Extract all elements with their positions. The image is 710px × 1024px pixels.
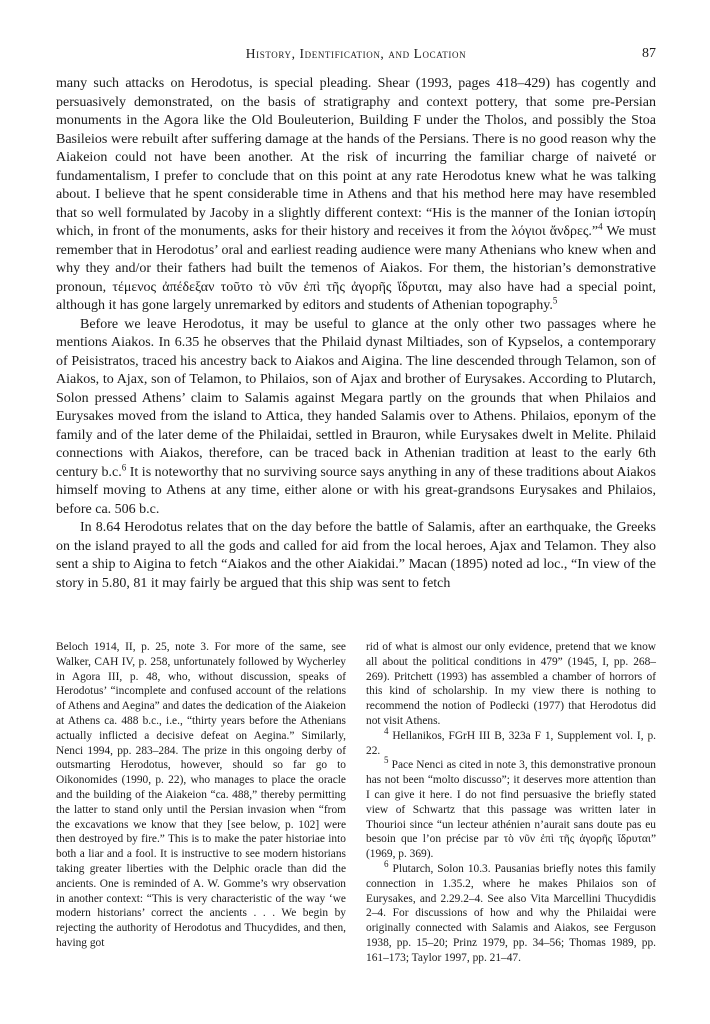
paragraph-text: many such attacks on Herodotus, is special pleading. Shear (1993, pages 418–429) has cogently and persuasively demonstrated, on the basis of stratigraphy and context pottery, that some pre-Persian monuments in the Agora like the Old Bouleuterion, Building F under the Tholos, and possibly the Stoa Basileios were rebuilt after suffering damage at the hands of the Persians. There is no good reason why the Aiakeion could not have been another. At the risk of incurring the familiar charge of naiveté or fundamentalism, I prefer to conclude that on this point at any rate Herodotus knew what he was talking about. I believe that he spent considerable time in Athens and that his method here may have resembled that so well formulated by Jacoby in a slightly different context: “His is the manner of the Ionian ἱστορίη which, in front of the monuments, asks for their history and receives it from the λόγιοι ἄνδρες.” <box>56 76 656 239</box>
footnote-ref: 6 <box>121 461 127 472</box>
footnote-text: Hellanikos, FGrH III B, 323a F 1, Supplement vol. I, p. 22. <box>366 729 656 757</box>
paragraph <box>56 75 656 316</box>
page-header <box>56 46 656 66</box>
paragraph-text: We must remember that in Herodotus’ oral and earliest reading audience were many Athenians who knew when and why they and/or their fathers had built the temenos of Aiakos. For them, the historian’s demonstrative pronoun, τέμενος ἀπέδεξαν τοῦτο τὸ νῦν ἐπὶ τῆς ἀγορῆς ἵδρυται, may also have had a special point, although it has gone largely unremarked by editors and students of Athenian topography. <box>56 224 656 313</box>
footnote-continuation <box>366 640 656 729</box>
paragraph-text: In 8.64 Herodotus relates that on the day before the battle of Salamis, after an earthquake, the Greeks on the island prayed to all the gods and called for aid from the local heroes, Ajax and Telamon. They also sent a ship to Aigina to fetch “Aiakos and the other Aiakidai.” Macan (1895) noted ad loc., “In view of the story in 5.80, 81 it may fairly be argued that this ship was sent to fetch <box>56 520 656 591</box>
footnote-text: Beloch 1914, II, p. 25, note 3. For more of the same, see Walker, CAH IV, p. 258, unfortunately followed by Wycherley in Agora III, p. 48, who, without discussion, speaks of Herodotus’ “incomplete and confused account of the relations of Athens and Aegina” and dates the dedication of the Aiakeion at Athens ca. 488 b.c., i.e., “thirty years before the Athenians actually inflicted a decisive defeat on Aegina.” Similarly, Nenci 1994, pp. 283–284. The prize in this ongoing derby of outsmarting Herodotus, however, should so far go to Oikonomides (1990, p. 22), who manages to place the oracle and the building of the Aiakeion “ca. 488,” thereby permitting the latter to stand only until the Persian invasion when “from the excavations we know that they [see below, p. 102] were then destroyed by fire.” This is to make the pater historiae into both a liar and a fool. It is instructive to see modern historians taking greater liberties with the Delphic oracle than did the ancients. One is reminded of A. W. Gomme’s wry observation in another context: “This is very characteristic of the way ‘we modern historians’ correct the ancients . . . We begin by rejecting the authority of Herodotus and Thucydides, and then, having got <box>56 641 346 949</box>
footnote <box>366 755 656 862</box>
running-title: History, Identification, and Location <box>245 46 467 61</box>
footnote-text: Pace Nenci as cited in note 3, this demonstrative pronoun has not been “molto discusso”; it deserves more attention than I can give it here. I do not find persuasive the briefly stated view of Schwartz that this passage was written later in Thourioi since “un lecteur athénien n’aurait sans doute pas eu besoin que l’on précise par τὸ νῦν ἐπὶ τῆς ἀγορῆς ἵδρυται” (1969, p. 369). <box>366 759 656 861</box>
footnotes <box>56 640 656 995</box>
footnote-number: 4 <box>384 725 389 736</box>
page-number: 87 <box>642 46 656 61</box>
footnote-ref: 5 <box>552 295 558 306</box>
footnote-text: Plutarch, Solon 10.3. Pausanias briefly notes this family connection in 1.35.2, where he makes Philaios son of Eurysakes, and 2.29.2–4. See also Vita Marcellini Thucydidis 2–4. For discussions of how and why the Philaidai were originally connected with Salamis and Aiakos, see Ferguson 1938, pp. 15–20; Prinz 1979, pp. 34–56; Thomas 1989, pp. 161–173; Taylor 1997, pp. 21–47. <box>366 862 656 964</box>
footnote-column-left <box>56 640 346 995</box>
paragraph-text: It is noteworthy that no surviving source says anything in any of these traditions about Aiakos himself moving to Athens at any time, either alone or with his great-grandsons Eurysakes and Philaios, before ca. 506 b.c. <box>56 464 657 517</box>
footnote <box>366 859 656 966</box>
footnote <box>366 725 656 759</box>
footnote-text: rid of what is almost our only evidence, pretend that we know all about the political conditions in 479” (1945, I, pp. 268–269). Pritchett (1993) has assembled a chamber of horrors of this kind of scholarship. In my view there is nothing to recommend the notion of Podlecki (1977) that Herodotus did not visit Athens. <box>366 641 656 727</box>
paragraph <box>56 316 656 520</box>
paragraph <box>56 519 656 593</box>
footnote-continuation <box>56 640 346 951</box>
footnote-ref: 4 <box>598 221 603 232</box>
paragraph-text: Before we leave Herodotus, it may be useful to glance at the only other two passages where he mentions Aiakos. In 6.35 he observes that the Philaid dynast Miltiades, son of Kypselos, a contemporary of Peisistratos, traced his ancestry back to Aiakos and Aigina. The line descended through Telamon, son of Aiakos, to Ajax, son of Telamon, to Philaios, son of Ajax and brother of Eurysakes. According to Plutarch, Solon pressed Athens’ claim to Salamis against Megara partly on the grounds that when Philaios and Eurysakes moved from the island to Attica, they handed Salamis over to Athens. Philaios, eponym of the family and of the later deme of the Philaidai, settled in Brauron, while Eurysakes dwelt in Melite. Philaid connections with Aiakos, therefore, can be traced back in Athenian tradition at least to the early 6th century b.c. <box>56 316 656 480</box>
footnote-number: 6 <box>384 859 389 870</box>
footnote-number: 5 <box>384 755 389 766</box>
main-text <box>56 75 656 593</box>
footnote-column-right <box>366 640 656 995</box>
